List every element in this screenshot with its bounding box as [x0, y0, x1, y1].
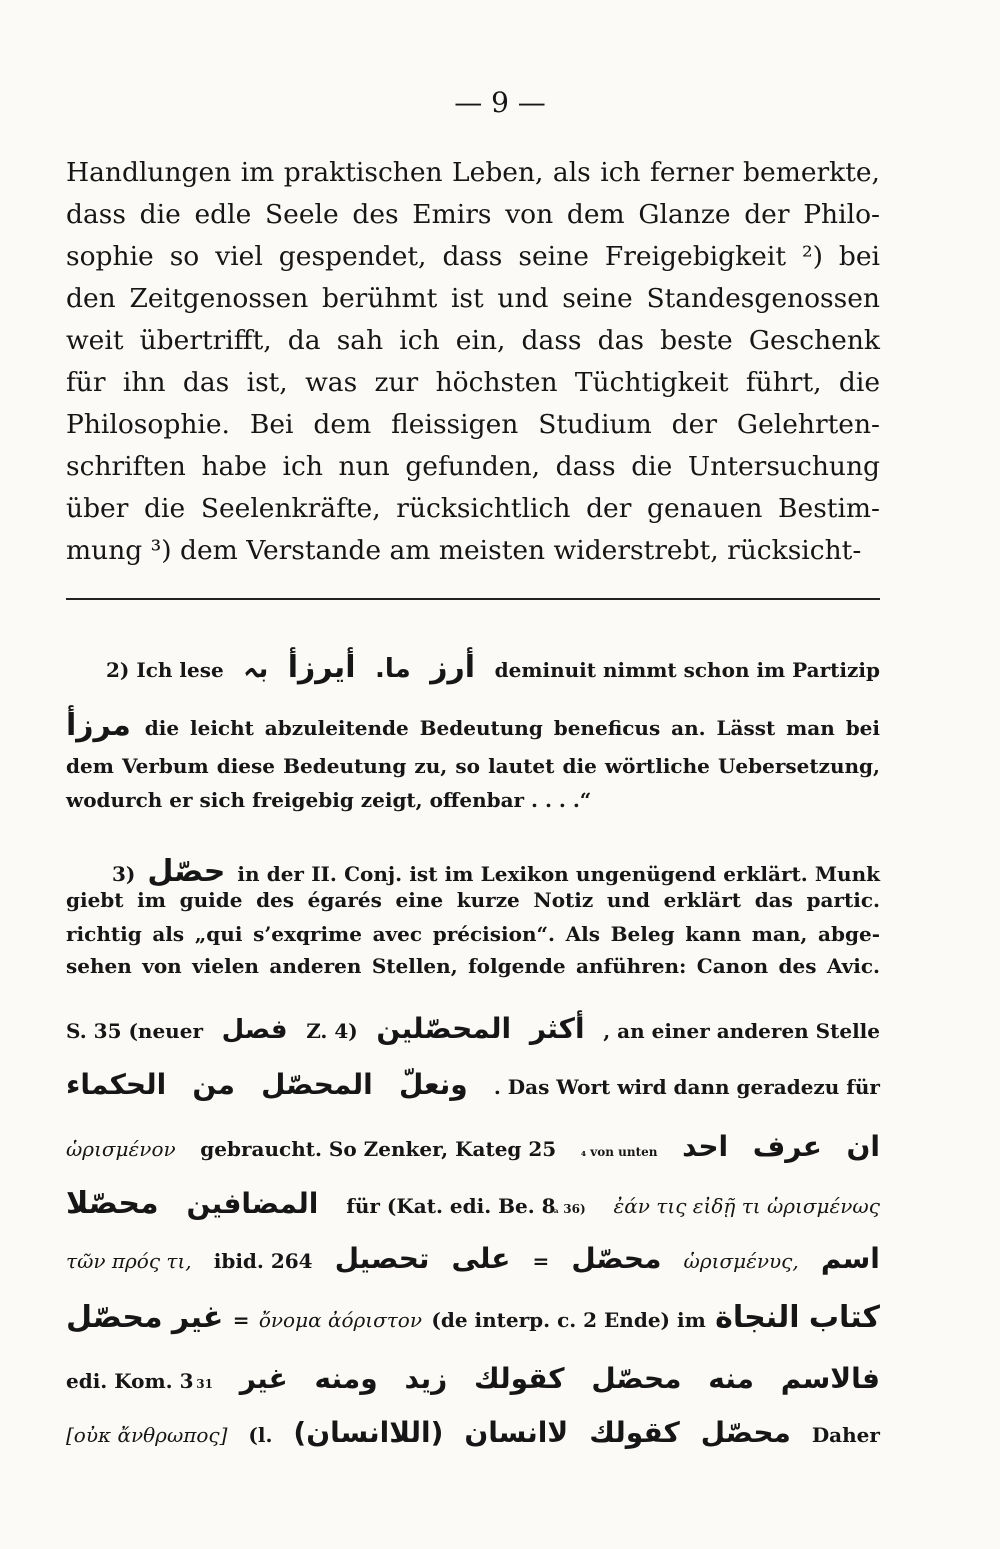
text-line: schriften habe ich nun gefunden, dass die Untersuchung [66, 451, 880, 482]
text-line: dass die edle Seele des Emirs von dem Glanze der Philo- [66, 199, 880, 230]
main-text [66, 152, 880, 572]
footnote-line: 2) Ich lese بہ أيرزأ ما. أرز deminuit nimmt schon im Partizip [106, 650, 880, 685]
footnote-line: dem Verbum diese Bedeutung zu, so lautet die wörtliche Uebersetzung, [66, 754, 880, 778]
footnote-line: giebt im guide des égarés eine kurze Notiz und erklärt das partic. [66, 888, 880, 912]
footnote-line: edi. Kom. 3 31 غير ومنه زيد كقولك محصّل منه فالاسم [66, 1362, 880, 1395]
footnote-line: ὡρισμένον gebraucht. So Zenker, Kateg 25 ₄ von unten احد عرف ان [66, 1130, 880, 1163]
footnote-line: τῶν πρός τι, ibid. 264 تحصيل على = محصّل ὡρισμένυς, اسم [66, 1242, 880, 1275]
footnote-line: مرزأ die leicht abzuleitende Bedeutung beneficus an. Lässt man bei [66, 708, 880, 743]
footnote-line: sehen von vielen anderen Stellen, folgende anführen: Canon des Avic. [66, 954, 880, 978]
footnote-line: [οὐκ ἄνθρωπος] (l. (اللاانسان) لاانسان كقولك محصّل Daher [66, 1416, 880, 1449]
footnote-line: الحكماء من المحصّل ونعلّ . Das Wort wird dann geradezu für [66, 1068, 880, 1101]
text-line: für ihn das ist, was zur höchsten Tüchtigkeit führt, die [66, 367, 880, 398]
footnote-line: محصّل غير = ὄνομα ἀόριστον (de interp. c. 2 Ende) im النجاة كتاب [66, 1300, 880, 1335]
footnote-2 [66, 640, 880, 820]
footnote-separator [66, 598, 880, 600]
footnote-line: richtig als „qui s’exqrime avec précision“. Als Beleg kann man, abge- [66, 922, 880, 946]
text-line: Philosophie. Bei dem fleissigen Studium der Gelehrten- [66, 409, 880, 440]
page-number: — 9 — [454, 86, 546, 119]
footnote-line: محصّلا المضافين für (Kat. edi. Be. 8 ₐ 36) ἐάν τις εἰδῇ τι ὡρισμένως [66, 1186, 880, 1221]
text-line: den Zeitgenossen berühmt ist und seine Standesgenossen [66, 283, 880, 314]
text-line: Handlungen im praktischen Leben, als ich ferner bemerkte, [66, 157, 880, 188]
text-line: mung ³) dem Verstande am meisten widerstrebt, rücksicht- [66, 535, 862, 566]
footnote-line: S. 35 (neuer فصل Z. 4) المحصّلين أكثر , an einer anderen Stelle [66, 1012, 880, 1045]
footnote-line: 3) حصّل in der II. Conj. ist im Lexikon ungenügend erklärt. Munk [112, 854, 880, 889]
footnote-3 [66, 850, 880, 1530]
text-line: weit übertrifft, da sah ich ein, dass das beste Geschenk [66, 325, 880, 356]
text-line: sophie so viel gespendet, dass seine Freigebigkeit ²) bei [66, 241, 880, 272]
footnote-line: wodurch er sich freigebig zeigt, offenbar . . . .“ [66, 788, 592, 812]
text-line: über die Seelenkräfte, rücksichtlich der genauen Bestim- [66, 493, 880, 524]
